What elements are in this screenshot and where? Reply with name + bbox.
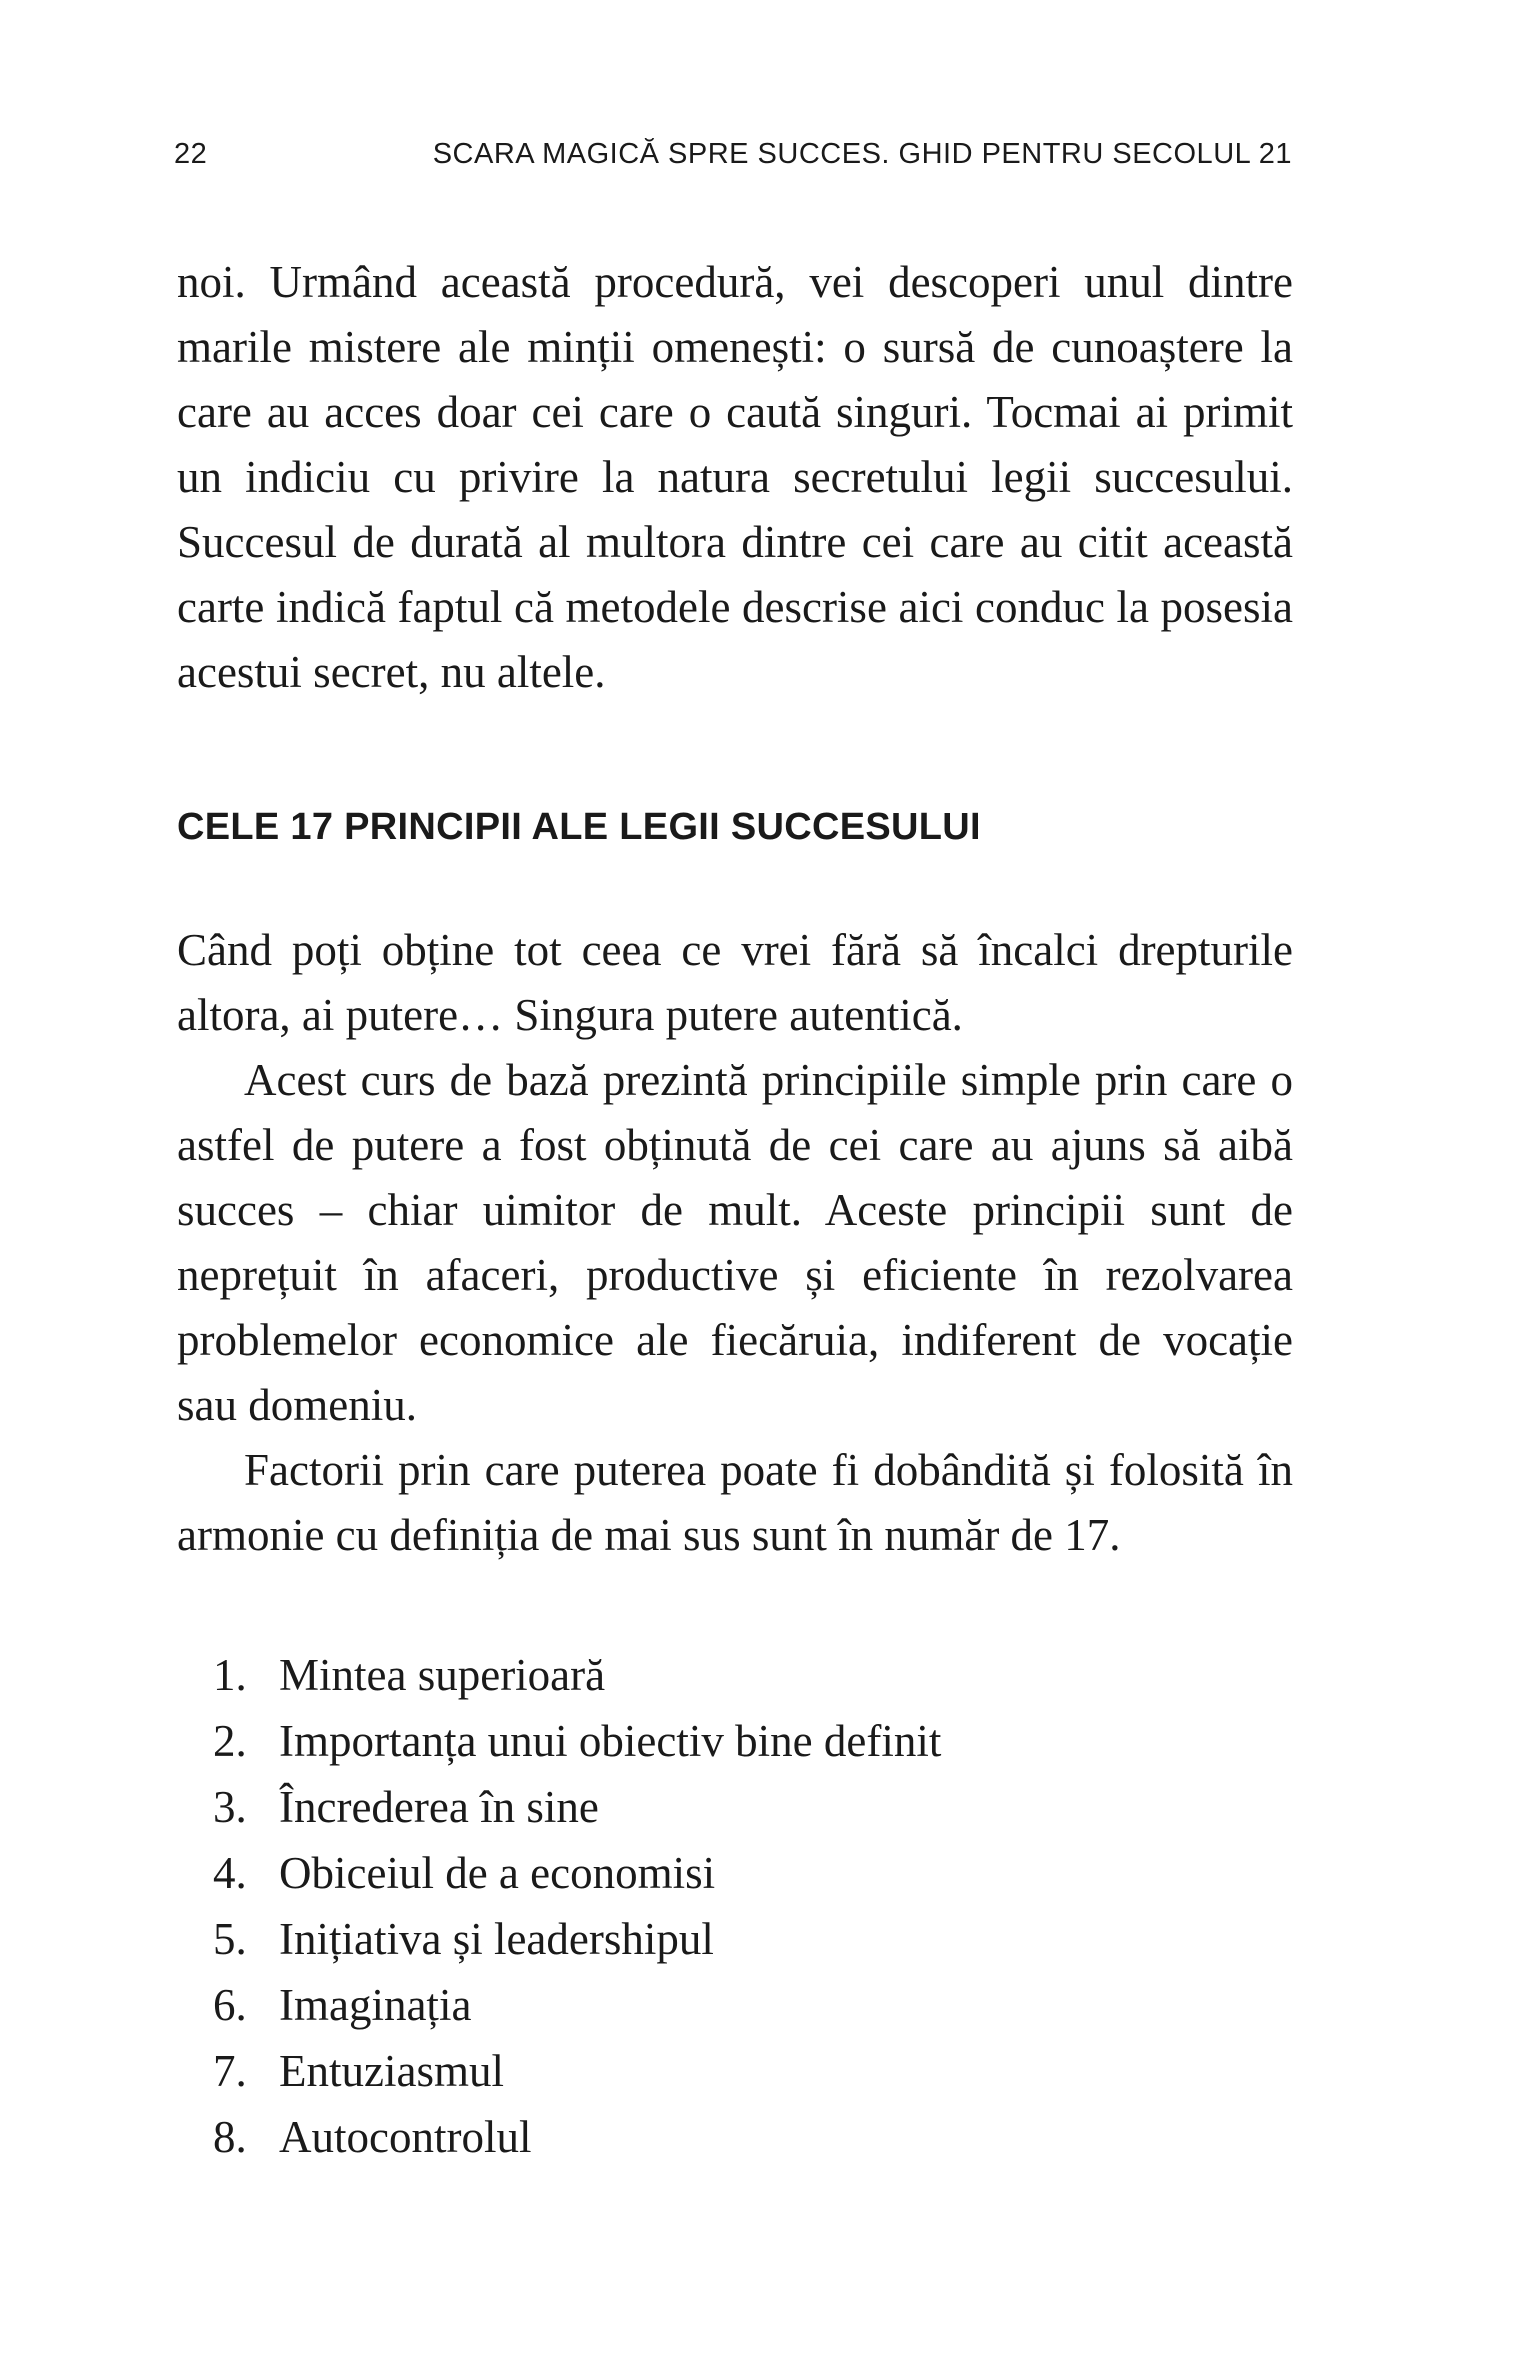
section-paragraph-3: Factorii prin care puterea poate fi dobândită și folosită în armonie cu definiția de mai sus sunt în număr de 17.: [177, 1445, 1293, 1560]
list-item-text: Autocontrolul: [279, 2112, 532, 2162]
list-item-text: Încrederea în sine: [279, 1782, 599, 1832]
list-item-text: Obiceiul de a economisi: [279, 1848, 716, 1898]
list-item-text: Imaginația: [279, 1980, 472, 2030]
principles-list: [213, 1642, 941, 2170]
list-item: [213, 1840, 941, 1906]
page-number: 22: [174, 138, 208, 170]
list-item-number: 4.: [213, 1848, 247, 1898]
list-item-number: 3.: [213, 1782, 247, 1832]
book-title: SCARA MAGICĂ SPRE SUCCES. GHID PENTRU SECOLUL 21: [432, 138, 1292, 170]
list-item: [213, 2038, 941, 2104]
list-item: [213, 1642, 941, 1708]
list-item-text: Entuziasmul: [279, 2046, 504, 2096]
intro-text: [177, 250, 1293, 705]
list-item: [213, 2104, 941, 2170]
list-item-text: Mintea superioară: [279, 1650, 606, 1700]
list-item: [213, 1906, 941, 1972]
list-item-number: 5.: [213, 1914, 247, 1964]
running-header: [174, 138, 1292, 188]
list-item-number: 8.: [213, 2112, 247, 2162]
section-body: [177, 918, 1293, 1568]
list-item-text: Importanța unui obiectiv bine definit: [279, 1716, 942, 1766]
list-item: [213, 1708, 941, 1774]
list-item: [213, 1972, 941, 2038]
list-item-number: 6.: [213, 1980, 247, 2030]
section-heading: CELE 17 PRINCIPII ALE LEGII SUCCESULUI: [177, 806, 981, 848]
list-item-number: 1.: [213, 1650, 247, 1700]
list-item-number: 2.: [213, 1716, 247, 1766]
list-item-text: Inițiativa și leadershipul: [279, 1914, 714, 1964]
section-paragraph-1: Când poți obține tot ceea ce vrei fără să încalci drepturile altora, ai putere… Singura putere autentică.: [177, 925, 1293, 1040]
list-item-number: 7.: [213, 2046, 247, 2096]
list-item: [213, 1774, 941, 1840]
section-paragraph-2: Acest curs de bază prezintă principiile simple prin care o astfel de putere a fost obținută de cei care au ajuns să aibă succes – chiar uimitor de mult. Aceste principii sunt de neprețuit în afaceri, productive și eficiente în rezolvarea problemelor economice ale fiecăruia, indiferent de vocație sau domeniu.: [177, 1055, 1293, 1430]
intro-paragraph: noi. Urmând această procedură, vei descoperi unul dintre marile mistere ale minții omenești: o sursă de cunoaștere la care au acces doar cei care o caută singuri. Tocmai ai primit un indiciu cu privire la natura secretului legii succesului. Succesul de durată al multora dintre cei care au citit această carte indică faptul că metodele descrise aici conduc la posesia acestui secret, nu altele.: [177, 257, 1293, 697]
